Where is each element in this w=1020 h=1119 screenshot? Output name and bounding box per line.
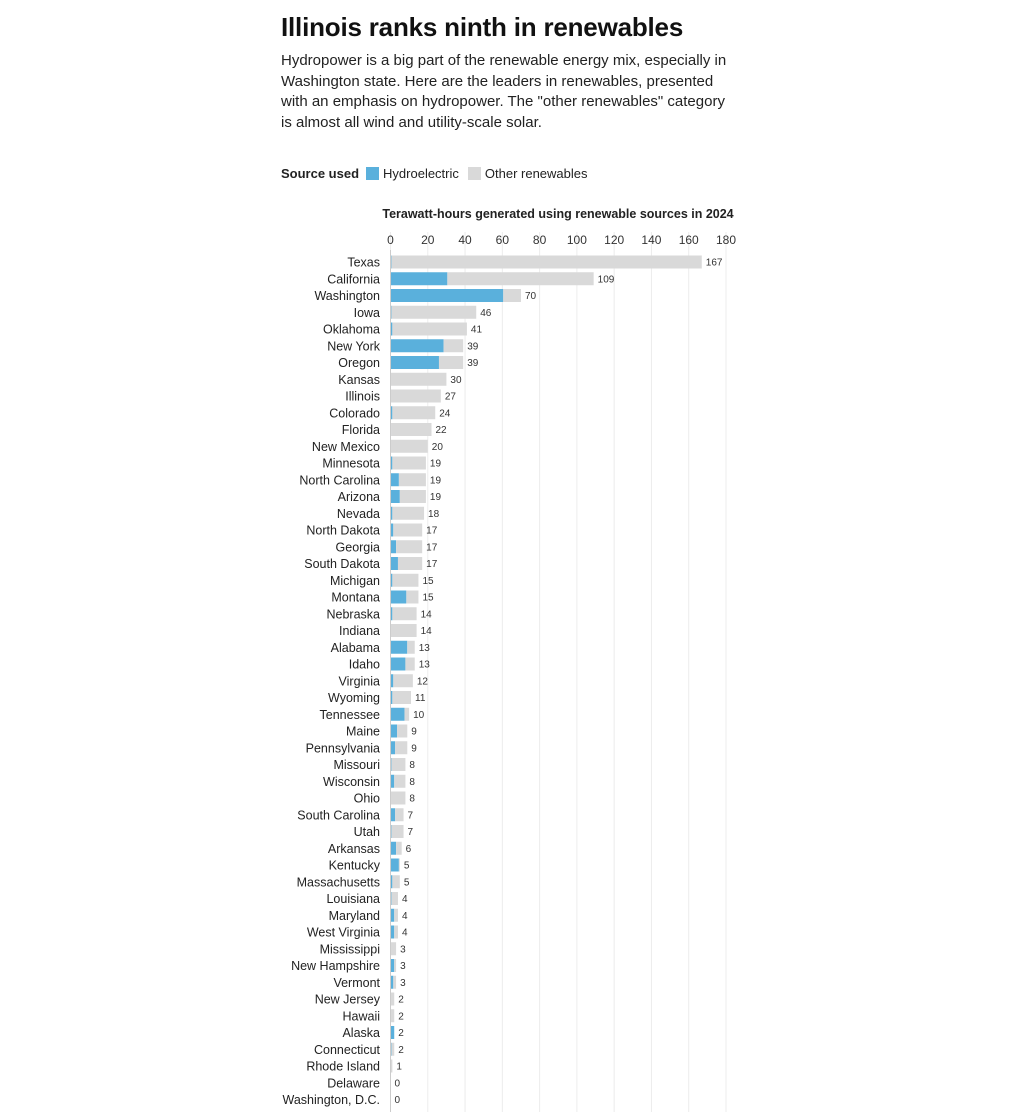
bar-hydroelectric bbox=[391, 859, 399, 872]
bar-other-renewables bbox=[406, 591, 418, 604]
data-label: 4 bbox=[401, 927, 408, 939]
data-label: 109 bbox=[597, 274, 615, 286]
category-label: Nevada bbox=[336, 506, 380, 521]
data-label: 8 bbox=[409, 793, 415, 805]
bar-hydroelectric bbox=[391, 775, 395, 788]
category-label: Florida bbox=[341, 423, 380, 437]
bar-other-renewables bbox=[444, 339, 464, 352]
data-label: 2 bbox=[398, 1028, 404, 1039]
data-label: 70 bbox=[524, 291, 537, 302]
data-label: 8 bbox=[409, 760, 415, 771]
bar-other-renewables bbox=[394, 775, 405, 788]
category-label: Michigan bbox=[329, 573, 380, 588]
bar-hydroelectric bbox=[391, 473, 399, 486]
bar-other-renewables bbox=[391, 373, 447, 386]
category-label: Arizona bbox=[337, 490, 380, 504]
data-label: 17 bbox=[426, 525, 438, 537]
category-label: Illinois bbox=[345, 389, 380, 404]
bar-other-renewables bbox=[394, 909, 398, 922]
bar-other-renewables bbox=[392, 875, 399, 888]
category-label: New Hampshire bbox=[291, 959, 380, 973]
x-tick-label: 0 bbox=[387, 233, 394, 247]
data-label: 5 bbox=[403, 860, 410, 872]
category-label: Virginia bbox=[338, 674, 380, 689]
data-label: 3 bbox=[400, 961, 406, 972]
bar-other-renewables bbox=[392, 507, 424, 520]
bar-other-renewables bbox=[392, 323, 467, 336]
data-label: 19 bbox=[429, 458, 442, 470]
x-tick-label: 160 bbox=[678, 233, 699, 247]
category-label: South Carolina bbox=[297, 808, 380, 823]
category-label: Alabama bbox=[330, 640, 380, 655]
bar-other-renewables bbox=[405, 658, 414, 671]
bar-other-renewables bbox=[447, 272, 593, 285]
data-label: 2 bbox=[398, 1044, 404, 1056]
bar-other-renewables bbox=[394, 926, 398, 939]
bar-hydroelectric bbox=[391, 725, 398, 738]
data-label: 6 bbox=[405, 843, 412, 855]
bar-other-renewables bbox=[392, 406, 435, 419]
data-label: 2 bbox=[398, 1011, 404, 1023]
data-label: 15 bbox=[422, 592, 434, 604]
category-label: Idaho bbox=[348, 657, 380, 672]
data-label: 13 bbox=[418, 642, 430, 654]
bar-hydroelectric bbox=[391, 540, 397, 553]
bar-other-renewables bbox=[391, 758, 405, 771]
bar-other-renewables bbox=[391, 256, 701, 269]
bar-other-renewables bbox=[393, 524, 422, 537]
category-label: New Mexico bbox=[311, 439, 380, 454]
bar-hydroelectric bbox=[391, 926, 395, 939]
data-label: 9 bbox=[411, 726, 417, 738]
bar-other-renewables bbox=[397, 725, 407, 738]
bar-hydroelectric bbox=[391, 490, 400, 503]
category-label: Mississippi bbox=[319, 942, 380, 957]
category-label: Delaware bbox=[327, 1076, 380, 1091]
category-label: Missouri bbox=[333, 758, 380, 772]
data-label: 14 bbox=[420, 609, 432, 621]
bar-other-renewables bbox=[391, 825, 403, 838]
x-tick-label: 100 bbox=[566, 233, 587, 247]
category-label: Washington bbox=[314, 289, 380, 303]
data-label: 39 bbox=[467, 341, 479, 353]
category-label: New Jersey bbox=[314, 992, 380, 1007]
data-label: 27 bbox=[444, 391, 456, 403]
data-label: 3 bbox=[400, 977, 406, 989]
category-label: North Carolina bbox=[299, 473, 380, 488]
data-label: 13 bbox=[418, 659, 430, 671]
bar-other-renewables bbox=[395, 808, 403, 821]
category-label: Georgia bbox=[335, 540, 380, 555]
x-tick-label: 120 bbox=[604, 233, 625, 247]
data-label: 0 bbox=[394, 1095, 401, 1106]
category-label: Maine bbox=[345, 724, 380, 739]
data-label: 22 bbox=[435, 425, 447, 436]
data-label: 10 bbox=[413, 709, 425, 721]
bar-hydroelectric bbox=[391, 708, 405, 721]
bar-other-renewables bbox=[404, 708, 409, 721]
bar-other-renewables bbox=[400, 490, 426, 503]
bar-hydroelectric bbox=[391, 909, 395, 922]
x-tick-label: 40 bbox=[458, 233, 472, 247]
category-label: Tennessee bbox=[319, 707, 380, 722]
bar-hydroelectric bbox=[391, 741, 396, 754]
legend-title: Source used bbox=[281, 166, 360, 181]
bar-other-renewables bbox=[398, 557, 422, 570]
bar-other-renewables bbox=[399, 473, 426, 486]
data-label: 4 bbox=[401, 894, 408, 905]
category-label: Colorado bbox=[329, 406, 380, 421]
legend-label-other: Other renewables bbox=[484, 166, 588, 181]
category-label: Indiana bbox=[338, 624, 380, 638]
category-label: South Dakota bbox=[304, 557, 380, 571]
data-label: 19 bbox=[429, 492, 442, 503]
data-label: 4 bbox=[401, 910, 408, 922]
data-label: 7 bbox=[407, 827, 414, 838]
data-label: 17 bbox=[426, 542, 438, 554]
bar-other-renewables bbox=[391, 892, 398, 905]
category-label: Alaska bbox=[342, 1026, 380, 1040]
bar-other-renewables bbox=[396, 842, 402, 855]
bar-hydroelectric bbox=[391, 591, 407, 604]
category-label: Utah bbox=[353, 825, 380, 839]
data-label: 41 bbox=[470, 324, 483, 336]
category-label: Rhode Island bbox=[306, 1059, 380, 1074]
data-label: 9 bbox=[411, 743, 417, 755]
bar-hydroelectric bbox=[391, 557, 398, 570]
category-label: Vermont bbox=[333, 975, 380, 990]
data-label: 167 bbox=[705, 257, 723, 269]
data-label: 3 bbox=[400, 944, 406, 956]
bar-other-renewables bbox=[393, 976, 396, 989]
category-label: Ohio bbox=[353, 791, 380, 806]
data-label: 30 bbox=[450, 374, 462, 386]
chart-description: Hydropower is a big part of the renewable energy mix, especially in Washington state. Here are the leaders in renewables, presented with an emphasis on hydropower. The "other renewables" category is almost all wind and utility-scale solar. bbox=[281, 52, 727, 131]
bar-other-renewables bbox=[391, 1009, 395, 1022]
bar-hydroelectric bbox=[391, 842, 397, 855]
bar-hydroelectric bbox=[391, 658, 406, 671]
data-label: 46 bbox=[480, 307, 492, 319]
x-tick-label: 20 bbox=[421, 233, 435, 247]
data-label: 20 bbox=[431, 441, 443, 453]
data-label: 19 bbox=[429, 475, 442, 487]
bar-other-renewables bbox=[394, 959, 396, 972]
data-label: 24 bbox=[439, 408, 451, 420]
bar-other-renewables bbox=[392, 574, 418, 587]
data-label: 2 bbox=[398, 994, 404, 1006]
category-label: Wisconsin bbox=[323, 774, 380, 789]
category-label: Wyoming bbox=[328, 691, 380, 705]
category-label: Hawaii bbox=[342, 1009, 380, 1024]
bar-other-renewables bbox=[396, 540, 422, 553]
x-tick-label: 60 bbox=[495, 233, 510, 247]
x-tick-label: 180 bbox=[715, 233, 737, 247]
category-label: North Dakota bbox=[306, 523, 380, 538]
bar-other-renewables bbox=[392, 691, 411, 704]
bar-other-renewables bbox=[392, 457, 426, 470]
bar-other-renewables bbox=[399, 859, 400, 872]
bar-hydroelectric bbox=[391, 959, 395, 972]
category-label: Maryland bbox=[328, 908, 380, 923]
data-label: 14 bbox=[420, 626, 432, 637]
category-label: Texas bbox=[347, 255, 380, 270]
category-label: Kentucky bbox=[328, 858, 380, 873]
category-label: Kansas bbox=[338, 372, 380, 387]
category-label: New York bbox=[327, 339, 380, 354]
data-label: 39 bbox=[467, 358, 479, 369]
data-label: 0 bbox=[394, 1078, 401, 1090]
bar-hydroelectric bbox=[391, 339, 444, 352]
bar-other-renewables bbox=[391, 942, 397, 955]
bar-other-renewables bbox=[391, 423, 431, 436]
bar-hydroelectric bbox=[391, 272, 448, 285]
bar-other-renewables bbox=[391, 792, 406, 805]
page-title: Illinois ranks ninth in renewables bbox=[281, 12, 684, 42]
data-label: 1 bbox=[396, 1061, 402, 1073]
category-label: California bbox=[327, 272, 380, 287]
category-label: Connecticut bbox=[313, 1042, 380, 1057]
category-label: Louisiana bbox=[326, 892, 380, 906]
category-label: Pennsylvania bbox=[305, 741, 380, 756]
category-label: Iowa bbox=[353, 305, 380, 320]
bar-other-renewables bbox=[391, 624, 417, 637]
category-label: Oregon bbox=[338, 356, 380, 370]
category-label: Washington, D.C. bbox=[282, 1093, 380, 1107]
data-label: 17 bbox=[426, 559, 438, 570]
x-tick-label: 140 bbox=[641, 233, 662, 247]
data-label: 7 bbox=[407, 810, 414, 822]
x-tick-label: 80 bbox=[532, 233, 547, 247]
data-label: 5 bbox=[403, 877, 410, 889]
data-label: 11 bbox=[415, 693, 426, 704]
data-label: 15 bbox=[422, 575, 434, 587]
category-label: West Virginia bbox=[306, 925, 380, 940]
bar-hydroelectric bbox=[391, 356, 439, 369]
data-label: 8 bbox=[409, 776, 415, 788]
bar-other-renewables bbox=[391, 390, 441, 403]
category-label: Minnesota bbox=[322, 456, 380, 471]
data-label: 12 bbox=[416, 676, 428, 688]
bar-other-renewables bbox=[393, 674, 413, 687]
category-label: Nebraska bbox=[326, 607, 380, 622]
bar-other-renewables bbox=[392, 607, 416, 620]
bar-other-renewables bbox=[503, 289, 521, 302]
bar-other-renewables bbox=[391, 1043, 394, 1056]
category-label: Montana bbox=[331, 590, 380, 605]
bar-other-renewables bbox=[439, 356, 463, 369]
bar-hydroelectric bbox=[391, 1026, 395, 1039]
legend-label-hydroelectric: Hydroelectric bbox=[383, 166, 459, 181]
bar-other-renewables bbox=[391, 993, 395, 1006]
bar-hydroelectric bbox=[391, 289, 504, 302]
data-label: 18 bbox=[428, 508, 440, 520]
bar-other-renewables bbox=[391, 440, 428, 453]
category-label: Arkansas bbox=[327, 841, 380, 856]
bar-hydroelectric bbox=[391, 641, 408, 654]
category-label: Massachusetts bbox=[296, 875, 380, 890]
chart-title: Terawatt-hours generated using renewable sources in 2024 bbox=[382, 207, 734, 221]
bar-other-renewables bbox=[391, 306, 476, 319]
bar-other-renewables bbox=[395, 741, 407, 754]
bar-other-renewables bbox=[407, 641, 414, 654]
category-label: Oklahoma bbox=[323, 322, 380, 337]
bar-hydroelectric bbox=[391, 808, 396, 821]
